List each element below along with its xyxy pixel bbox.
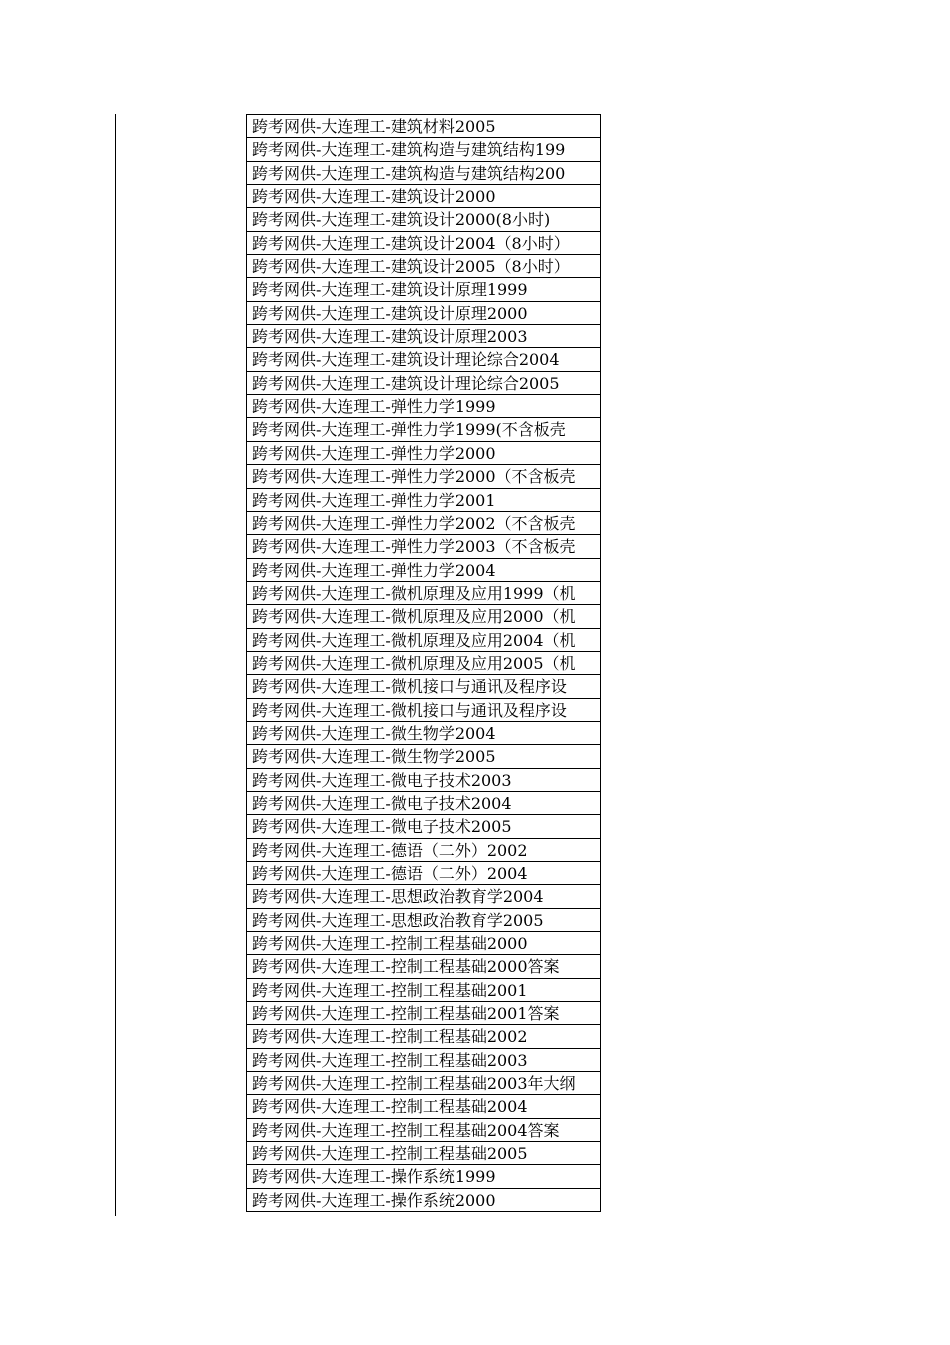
list-item[interactable] xyxy=(246,348,601,371)
list-item-label: 跨考网供-大连理工-微机接口与通讯及程序设 xyxy=(252,700,567,720)
list-item[interactable] xyxy=(246,489,601,512)
list-item-label: 跨考网供-大连理工-微机原理及应用2004（机 xyxy=(252,630,576,650)
list-item[interactable] xyxy=(246,909,601,932)
list-item[interactable] xyxy=(246,278,601,301)
list-item-label: 跨考网供-大连理工-建筑设计2000(8小时) xyxy=(252,210,551,230)
list-item[interactable] xyxy=(246,815,601,838)
list-item[interactable] xyxy=(246,1095,601,1118)
list-item-label: 跨考网供-大连理工-微机原理及应用1999（机 xyxy=(252,583,576,603)
list-item[interactable] xyxy=(246,1142,601,1165)
list-item[interactable] xyxy=(246,675,601,698)
list-item-label: 跨考网供-大连理工-控制工程基础2000答案 xyxy=(252,957,560,977)
list-item[interactable] xyxy=(246,769,601,792)
list-item[interactable] xyxy=(246,629,601,652)
list-item-label: 跨考网供-大连理工-微电子技术2003 xyxy=(252,770,512,790)
list-item-label: 跨考网供-大连理工-微机接口与通讯及程序设 xyxy=(252,677,567,697)
list-item-label: 跨考网供-大连理工-弹性力学2004 xyxy=(252,560,496,580)
list-item-label: 跨考网供-大连理工-弹性力学2000 xyxy=(252,443,496,463)
list-item-label: 跨考网供-大连理工-操作系统1999 xyxy=(252,1167,496,1187)
list-item[interactable] xyxy=(246,862,601,885)
list-item-label: 跨考网供-大连理工-建筑设计理论综合2004 xyxy=(252,350,560,370)
list-item[interactable] xyxy=(246,138,601,161)
list-item[interactable] xyxy=(246,792,601,815)
list-item[interactable] xyxy=(246,559,601,582)
list-item-label: 跨考网供-大连理工-建筑设计原理2003 xyxy=(252,327,528,347)
list-item-label: 跨考网供-大连理工-控制工程基础2003 xyxy=(252,1050,528,1070)
list-item[interactable] xyxy=(246,1165,601,1188)
list-item[interactable] xyxy=(246,605,601,628)
list-item[interactable] xyxy=(246,932,601,955)
list-item[interactable] xyxy=(246,208,601,231)
list-item-label: 跨考网供-大连理工-建筑构造与建筑结构199 xyxy=(252,140,566,160)
list-item-label: 跨考网供-大连理工-建筑设计原理1999 xyxy=(252,280,528,300)
list-item[interactable] xyxy=(246,955,601,978)
list-item-label: 跨考网供-大连理工-控制工程基础2005 xyxy=(252,1144,528,1164)
list-item[interactable] xyxy=(246,325,601,348)
list-item[interactable] xyxy=(246,699,601,722)
list-item-label: 跨考网供-大连理工-思想政治教育学2004 xyxy=(252,887,544,907)
list-item-label: 跨考网供-大连理工-控制工程基础2003年大纲 xyxy=(252,1074,576,1094)
file-list-column xyxy=(246,114,601,1212)
list-item-label: 跨考网供-大连理工-微电子技术2004 xyxy=(252,793,512,813)
list-item-label: 跨考网供-大连理工-微生物学2004 xyxy=(252,723,496,743)
list-item-label: 跨考网供-大连理工-弹性力学2003（不含板壳 xyxy=(252,537,576,557)
list-item[interactable] xyxy=(246,535,601,558)
list-item-label: 跨考网供-大连理工-弹性力学1999 xyxy=(252,397,496,417)
list-item-label: 跨考网供-大连理工-建筑设计原理2000 xyxy=(252,303,528,323)
list-item-label: 跨考网供-大连理工-建筑设计2000 xyxy=(252,187,496,207)
list-item[interactable] xyxy=(246,885,601,908)
list-item-label: 跨考网供-大连理工-建筑材料2005 xyxy=(252,117,496,136)
list-item-label: 跨考网供-大连理工-德语（二外）2004 xyxy=(252,864,528,883)
list-item-label: 跨考网供-大连理工-微生物学2005 xyxy=(252,747,496,767)
list-item[interactable] xyxy=(246,232,601,255)
list-item-label: 跨考网供-大连理工-控制工程基础2002 xyxy=(252,1027,528,1047)
list-item[interactable] xyxy=(246,652,601,675)
list-item-label: 跨考网供-大连理工-建筑设计2004（8小时） xyxy=(252,233,570,253)
list-item[interactable] xyxy=(246,979,601,1002)
list-item[interactable] xyxy=(246,395,601,418)
list-item[interactable] xyxy=(246,115,601,138)
list-item-label: 跨考网供-大连理工-思想政治教育学2005 xyxy=(252,910,544,930)
list-item[interactable] xyxy=(246,1072,601,1095)
list-item-label: 跨考网供-大连理工-弹性力学2000（不含板壳 xyxy=(252,467,576,487)
list-item[interactable] xyxy=(246,185,601,208)
left-border-line xyxy=(115,114,116,1216)
list-item-label: 跨考网供-大连理工-微机原理及应用2005（机 xyxy=(252,653,576,673)
list-item[interactable] xyxy=(246,1119,601,1142)
list-item-label: 跨考网供-大连理工-弹性力学2002（不含板壳 xyxy=(252,513,576,533)
list-item[interactable] xyxy=(246,372,601,395)
list-item-label: 跨考网供-大连理工-微电子技术2005 xyxy=(252,817,512,837)
list-item[interactable] xyxy=(246,745,601,768)
list-item-label: 跨考网供-大连理工-微机原理及应用2000（机 xyxy=(252,607,576,627)
list-item[interactable] xyxy=(246,465,601,488)
list-item-label: 跨考网供-大连理工-建筑设计2005（8小时） xyxy=(252,257,570,277)
list-item-label: 跨考网供-大连理工-操作系统2000 xyxy=(252,1190,496,1210)
list-item-label: 跨考网供-大连理工-弹性力学1999(不含板壳 xyxy=(252,420,566,440)
list-item[interactable] xyxy=(246,302,601,325)
list-item[interactable] xyxy=(246,255,601,278)
list-item-label: 跨考网供-大连理工-控制工程基础2000 xyxy=(252,934,528,954)
list-item-label: 跨考网供-大连理工-控制工程基础2004答案 xyxy=(252,1120,560,1140)
list-item[interactable] xyxy=(246,1002,601,1025)
list-item-label: 跨考网供-大连理工-弹性力学2001 xyxy=(252,490,496,510)
list-item-label: 跨考网供-大连理工-建筑构造与建筑结构200 xyxy=(252,163,566,183)
list-item[interactable] xyxy=(246,418,601,441)
list-item[interactable] xyxy=(246,1025,601,1048)
list-item[interactable] xyxy=(246,1189,601,1212)
list-item-label: 跨考网供-大连理工-控制工程基础2001 xyxy=(252,980,528,1000)
list-item-label: 跨考网供-大连理工-德语（二外）2002 xyxy=(252,840,528,860)
list-item-label: 跨考网供-大连理工-控制工程基础2001答案 xyxy=(252,1004,560,1024)
list-item[interactable] xyxy=(246,722,601,745)
list-item[interactable] xyxy=(246,162,601,185)
list-item[interactable] xyxy=(246,442,601,465)
list-item[interactable] xyxy=(246,839,601,862)
list-item-label: 跨考网供-大连理工-建筑设计理论综合2005 xyxy=(252,373,560,393)
list-item[interactable] xyxy=(246,1049,601,1072)
list-item[interactable] xyxy=(246,512,601,535)
list-item-label: 跨考网供-大连理工-控制工程基础2004 xyxy=(252,1097,528,1117)
list-item[interactable] xyxy=(246,582,601,605)
